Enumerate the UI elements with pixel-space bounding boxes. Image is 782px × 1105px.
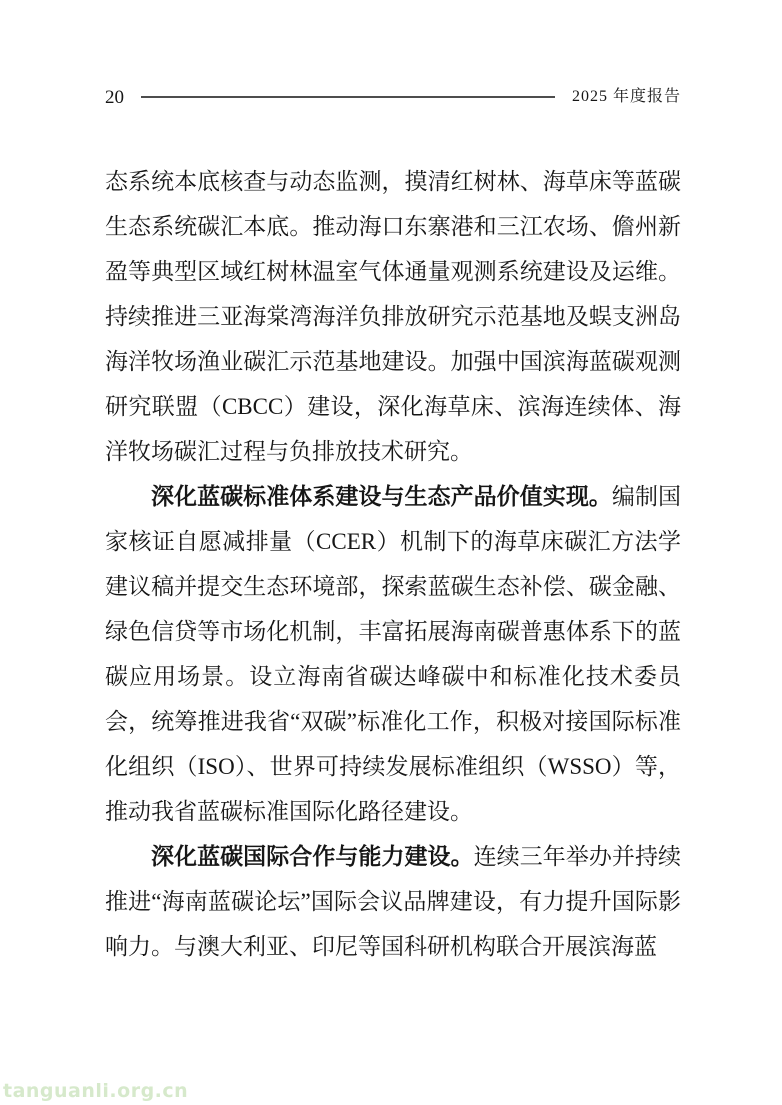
paragraph-lead-bold: 深化蓝碳标准体系建设与生态产品价值实现。 — [151, 484, 612, 509]
paragraph-text: 编制国家核证自愿减排量（CCER）机制下的海草床碳汇方法学建议稿并提交生态环境部，探索蓝碳生态补偿、碳金融、绿色信贷等市场化机制，丰富拓展海南碳普惠体系下的蓝碳应用场景。设立海南省碳达峰碳中和标准化技术委员会，统筹推进我省“双碳”标准化工作，积极对接国际标准化组织（ISO）、世界可持续发展标准组织（WSSO）等，推动我省蓝碳标准国际化路径建设。 — [105, 484, 682, 824]
header-rule — [141, 96, 555, 98]
paragraph-text: 连续三年举办并持续推进“海南蓝碳论坛”国际会议品牌建设，有力提升国际影响力。与澳大利亚、印尼等国科研机构联合开展滨海蓝 — [105, 844, 682, 959]
page-number: 20 — [105, 86, 124, 108]
paragraph-lead-bold: 深化蓝碳国际合作与能力建设。 — [151, 844, 474, 869]
paragraph-text: 态系统本底核查与动态监测，摸清红树林、海草床等蓝碳生态系统碳汇本底。推动海口东寨港和三江农场、儋州新盈等典型区域红树林温室气体通量观测系统建设及运维。持续推进三亚海棠湾海洋负排放研究示范基地及蜈支洲岛海洋牧场渔业碳汇示范基地建设。加强中国滨海蓝碳观测研究联盟（CBCC）建设，深化海草床、滨海连续体、海洋牧场碳汇过程与负排放技术研究。 — [105, 169, 681, 464]
paragraph — [105, 159, 681, 474]
paragraph — [105, 834, 681, 969]
watermark: tanguanli.org.cn — [3, 1080, 189, 1102]
paragraph — [105, 474, 681, 834]
report-title: 2025 年度报告 — [571, 88, 681, 105]
body-text — [105, 159, 681, 969]
page-header — [105, 84, 681, 110]
